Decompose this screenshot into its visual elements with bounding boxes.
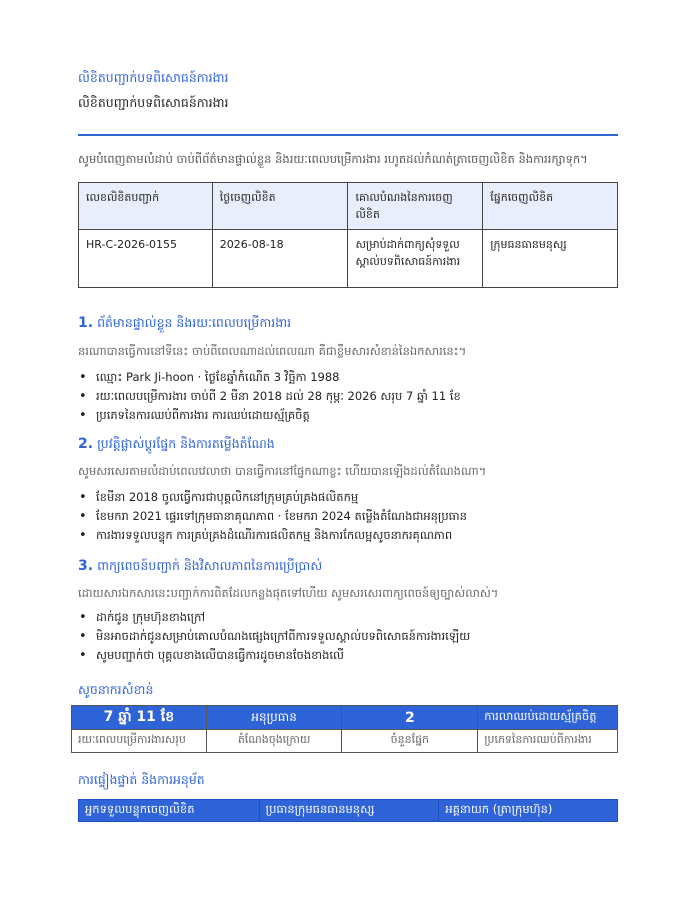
summary-tenure-caption: រយៈពេលបម្រើការងារសរុប [72, 730, 207, 753]
list-item: • ប្រភេទនៃការឈប់ពីការងារ ការឈប់ដោយស្ម័គ្រចិត្ត [78, 406, 461, 425]
list-item: • ខែមករា 2021 ផ្ទេរទៅក្រុមធានាគុណភាព · ខែមករា 2024 តម្លើងតំណែងជាអនុប្រធាន [78, 507, 467, 526]
intro-text: សូមបំពេញតាមលំដាប់ ចាប់ពីព័ត៌មានផ្ទាល់ខ្លួន និងរយៈពេលបម្រើការងារ រហូតដល់កំណត់ត្រាចេញលិខិត និងការរក្សាទុក។ [78, 152, 588, 166]
summary-label: សូចនាករសំខាន់ [78, 682, 154, 697]
section-3-number: 3. [78, 558, 94, 574]
summary-value-row [72, 706, 618, 730]
approval-role-ceo: អគ្គនាយក (ត្រាក្រុមហ៊ុន) [439, 800, 618, 822]
section-3-title [78, 558, 322, 577]
approval-label: ការផ្ទៀងផ្ទាត់ និងការអនុម័ត [78, 772, 205, 787]
meta-header-cell: លេខលិខិតបញ្ជាក់ [79, 183, 213, 230]
list-item: • ការងារទទួលបន្ទុក ការគ្រប់គ្រងដំណើរការផលិតកម្ម និងការកែលម្អសូចនាករគុណភាព [78, 526, 467, 545]
issue-date: 2026-08-18 [212, 230, 348, 288]
section-1-list [78, 368, 461, 425]
section-3-heading: ពាក្យពេចន៍បញ្ជាក់ និងវិសាលភាពនៃការប្រើប្រាស់ [97, 558, 323, 573]
section-1-number: 1. [78, 315, 94, 331]
summary-departments-caption: ចំនួនផ្នែក [342, 730, 478, 753]
summary-tenure-value: 7 ឆ្នាំ 11 ខែ [72, 706, 207, 730]
approval-row [79, 800, 618, 822]
section-2-heading: ប្រវត្តិផ្លាស់ប្តូរផ្នែក និងការតម្លើងតំណែង [97, 436, 275, 451]
section-1-title [78, 315, 291, 334]
list-item: • ឈ្មោះ Park Ji-hoon · ថ្ងៃខែឆ្នាំកំណើត 3 វិច្ឆិកា 1988 [78, 368, 461, 387]
summary-position-value: អនុប្រធាន [206, 706, 342, 730]
section-2-list [78, 488, 467, 545]
issue-purpose: សម្រាប់ដាក់ពាក្យសុំទទួលស្គាល់បទពិសោធន៍ការងារ [348, 230, 483, 288]
section-1-heading: ព័ត៌មានផ្ទាល់ខ្លួន និងរយៈពេលបម្រើការងារ [97, 315, 292, 330]
approval-role-issuer: អ្នកទទួលបន្ទុកចេញលិខិត [79, 800, 260, 822]
meta-header-cell: ផ្នែកចេញលិខិត [483, 183, 618, 230]
list-item: • មិនអាចដាក់ជូនសម្រាប់គោលបំណងផ្សេងក្រៅពីការទទួលស្គាល់បទពិសោធន៍ការងារឡើយ [78, 627, 470, 646]
approval-role-hr-head: ប្រធានក្រុមធនធានមនុស្ស [259, 800, 439, 822]
certificate-meta-table [78, 182, 618, 288]
list-item: • ខែមីនា 2018 ចូលធ្វើការជាបុគ្គលិកនៅក្រុមគ្រប់គ្រងផលិតកម្ម [78, 488, 467, 507]
summary-caption-row [72, 730, 618, 753]
summary-position-caption: តំណែងចុងក្រោយ [206, 730, 342, 753]
section-2-lead: សូមសរសេរតាមលំដាប់ពេលវេលាថា បានធ្វើការនៅផ្នែកណាខ្លះ ហើយបានឡើងដល់តំណែងណា។ [78, 464, 487, 478]
section-3-list [78, 608, 470, 665]
section-1-lead: នរណាបានធ្វើការនៅទីនេះ ចាប់ពីពេលណាដល់ពេលណា គឺជាខ្លឹមសារសំខាន់នៃឯកសារនេះ។ [78, 344, 467, 358]
issuing-department: ក្រុមធនធានមនុស្ស [483, 230, 618, 288]
section-2-title [78, 436, 275, 455]
meta-header-cell: គោលបំណងនៃការចេញលិខិត [348, 183, 483, 230]
section-2-number: 2. [78, 436, 94, 452]
section-3-lead: ដោយសារឯកសារនេះបញ្ជាក់ការពិតដែលកន្លងផុតទៅហើយ សូមសរសេរពាក្យពេចន៍ឲ្យច្បាស់លាស់។ [78, 586, 499, 600]
certificate-number: HR-C-2026-0155 [79, 230, 213, 288]
list-item: • សូមបញ្ជាក់ថា បុគ្គលខាងលើបានធ្វើការដូចមានចែងខាងលើ [78, 646, 470, 665]
document-title: លិខិតបញ្ជាក់បទពិសោធន៍ការងារ [78, 70, 229, 85]
summary-separation-value: ការលាឈប់ដោយស្ម័គ្រចិត្ត [478, 706, 618, 730]
document-subtitle: លិខិតបញ្ជាក់បទពិសោធន៍ការងារ [78, 95, 229, 110]
meta-value-row [79, 230, 618, 288]
summary-departments-value: 2 [342, 706, 478, 730]
header-divider [78, 134, 618, 136]
list-item: • រយៈពេលបម្រើការងារ ចាប់ពី 2 មីនា 2018 ដល់ 28 កុម្ភៈ 2026 សរុប 7 ឆ្នាំ 11 ខែ [78, 387, 461, 406]
approval-table [78, 799, 618, 822]
list-item: • ដាក់ជូន ក្រុមហ៊ុនខាងក្រៅ [78, 608, 470, 627]
summary-table [71, 705, 618, 753]
meta-header-cell: ថ្ងៃចេញលិខិត [212, 183, 348, 230]
summary-separation-caption: ប្រភេទនៃការឈប់ពីការងារ [478, 730, 618, 753]
meta-header-row [79, 183, 618, 230]
